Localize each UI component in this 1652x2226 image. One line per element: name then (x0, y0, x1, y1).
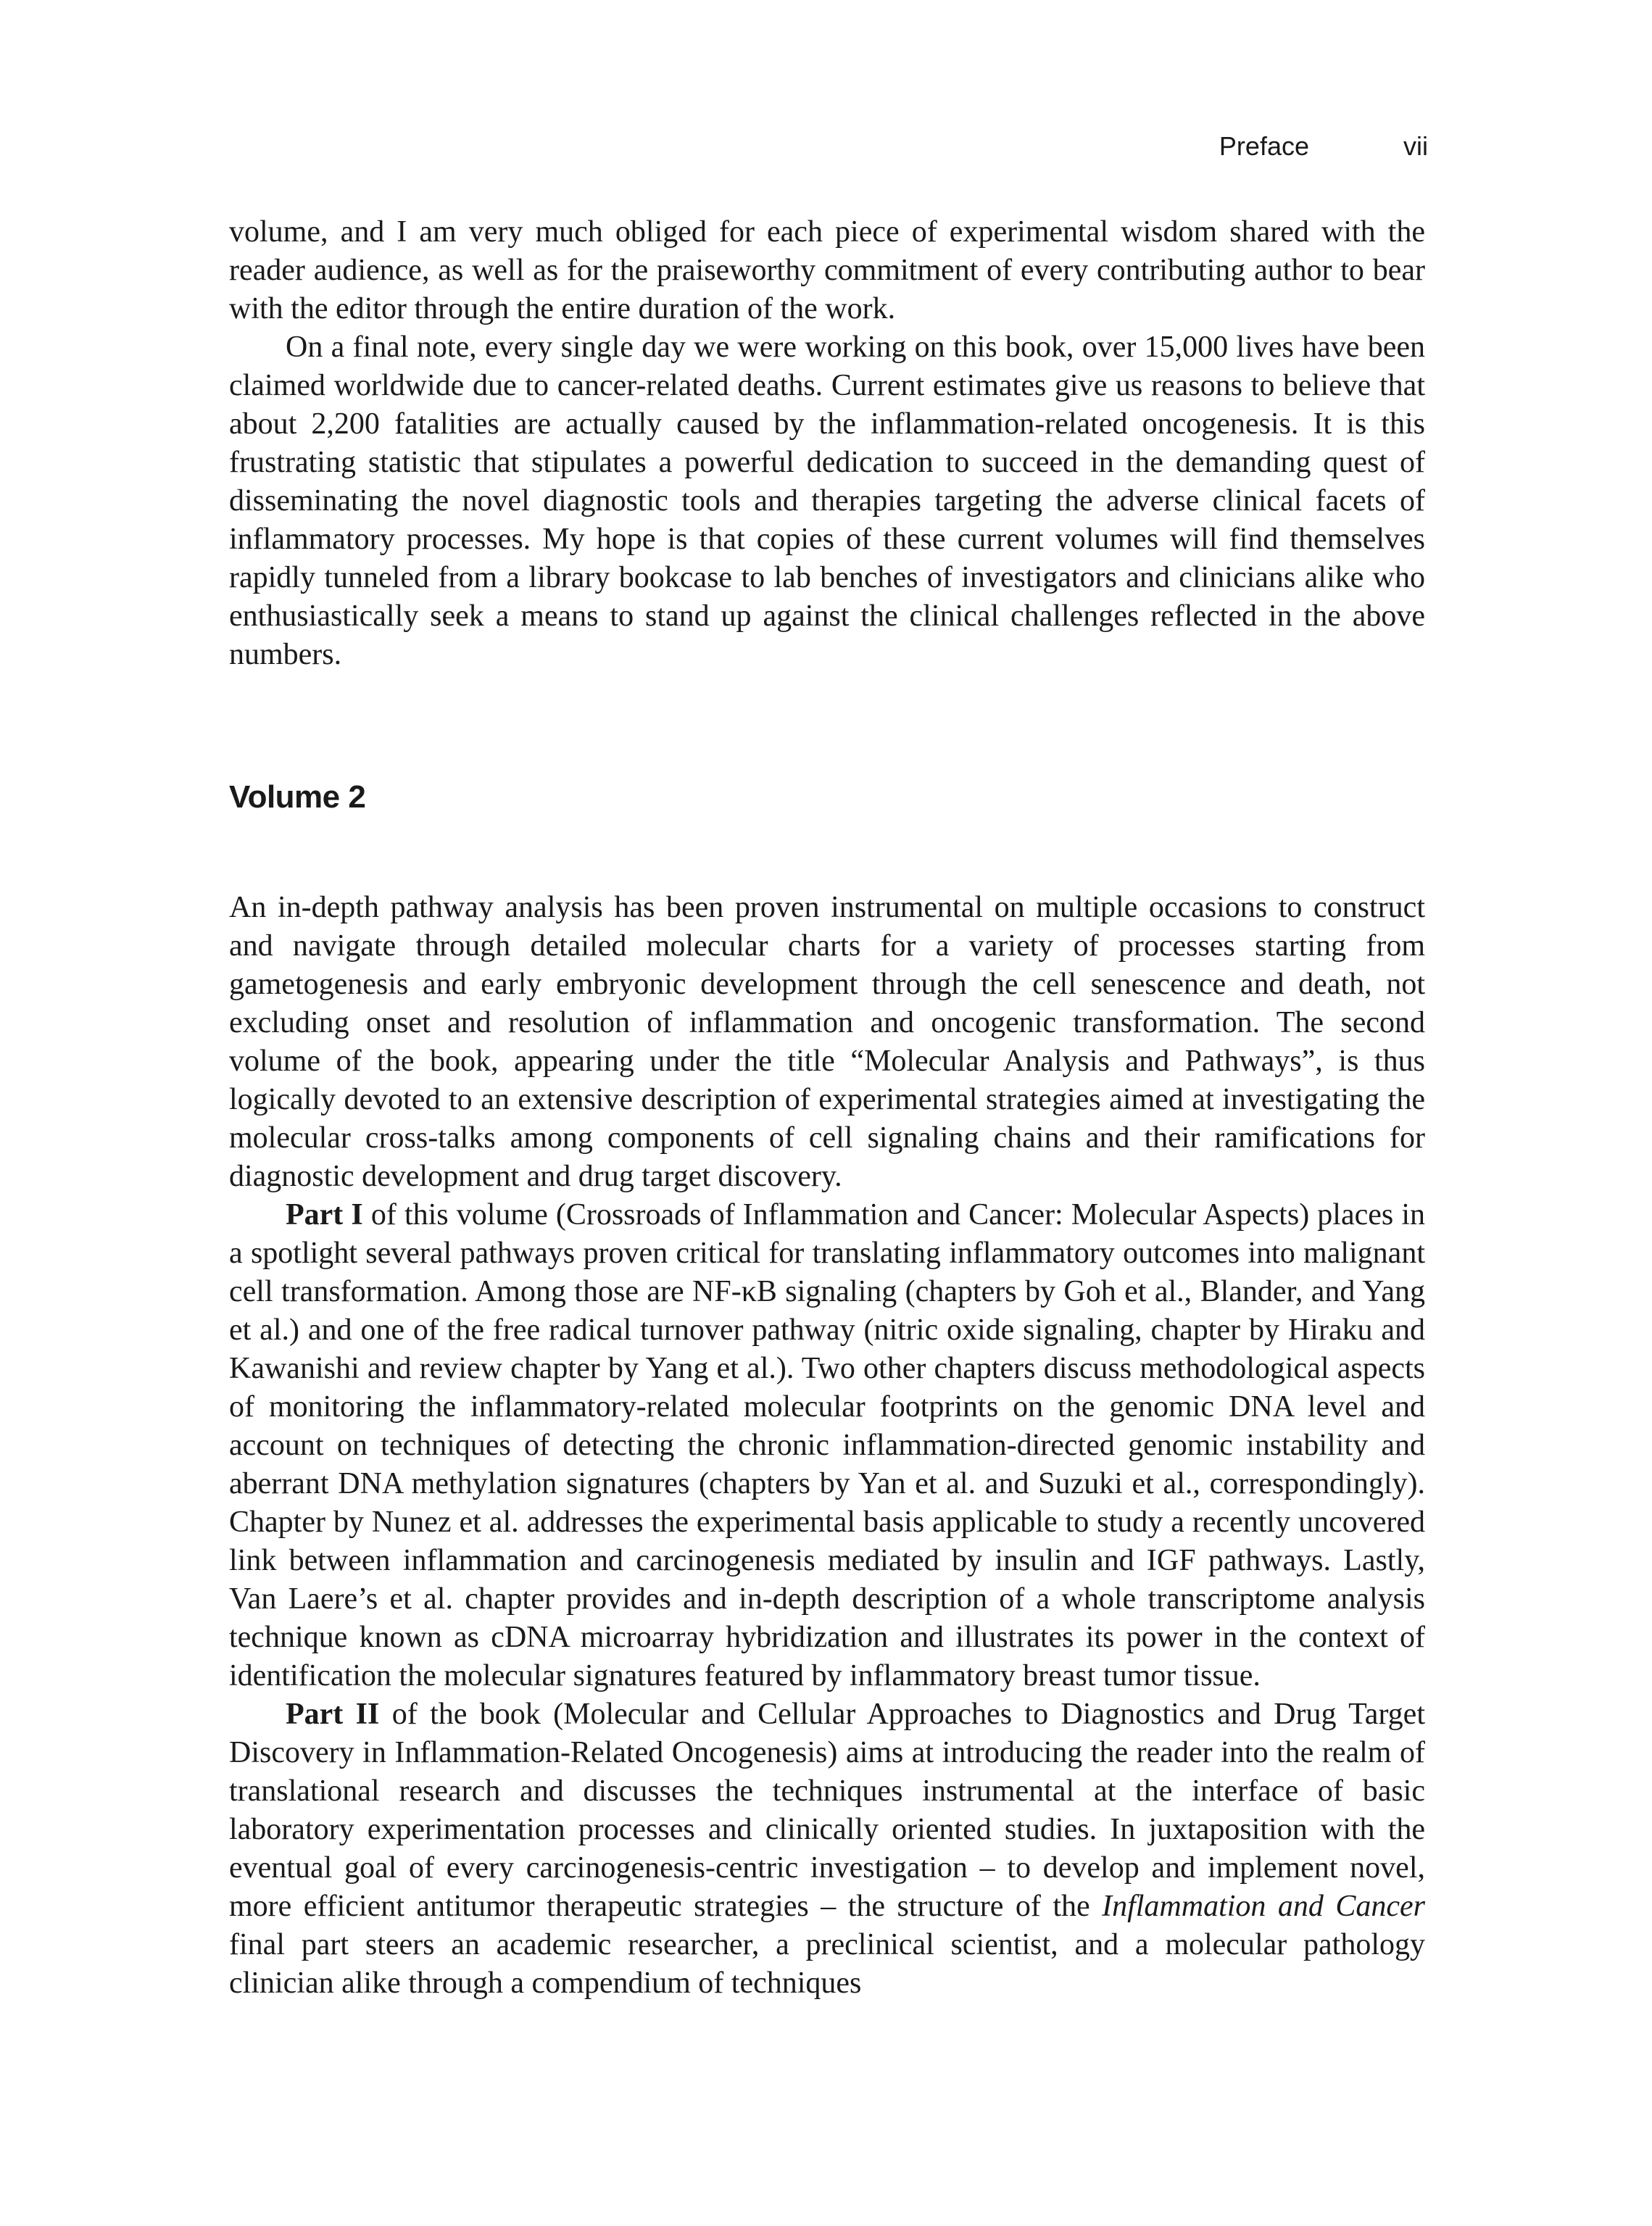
running-head-title: Preface (1219, 131, 1309, 161)
part-1-paragraph (229, 1196, 1425, 1695)
part-1-text: of this volume (Crossroads of Inflammation and Cancer: Molecular Aspects) places in a spotlight several pathways proven critical for translating inflammatory outcomes into malignant cell transformation. Among those are NF-κB signaling (chapters by Goh et al., Blander, and Yang et al.) and one of the free radical turnover pathway (nitric oxide signaling, chapter by Hiraku and Kawanishi and review chapter by Yang et al.). Two other chapters discuss methodological aspects of monitoring the inflammatory-related molecular footprints on the genomic DNA level and account on techniques of detecting the chronic inflammation-directed genomic instability and aberrant DNA methylation signatures (chapters by Yan et al. and Suzuki et al., correspondingly). Chapter by Nunez et al. addresses the experimental basis applicable to study a recently uncovered link between inflammation and carcinogenesis mediated by insulin and IGF pathways. Lastly, Van Laere’s et al. chapter provides and in-depth description of a whole transcriptome analysis technique known as cDNA microarray hybridization and illustrates its power in the context of identification the molecular signatures featured by inflammatory breast tumor tissue. (229, 1198, 1425, 1693)
intro-text-block (229, 213, 1425, 674)
part-2-label: Part II (286, 1698, 380, 1731)
book-title-italic: Inflammation and Cancer (1102, 1890, 1426, 1923)
section-heading-volume-2: Volume 2 (229, 779, 366, 815)
page-number: vii (1403, 131, 1428, 161)
volume-2-text-block (229, 889, 1425, 2003)
part-2-text-b: final part steers an academic researcher, a preclinical scientist, and a molecular pathology clinician alike through a compendium of techniques (229, 1928, 1425, 2000)
part-2-paragraph (229, 1695, 1425, 2003)
volume-2-intro-paragraph: An in-depth pathway analysis has been proven instrumental on multiple occasions to construct and navigate through detailed molecular charts for a variety of processes starting from gametogenesis and early embryonic development through the cell senescence and death, not excluding onset and resolution of inflammation and oncogenic transformation. The second volume of the book, appearing under the title “Molecular Analysis and Pathways”, is thus logically devoted to an extensive description of experimental strategies aimed at investigating the molecular cross-talks among components of cell signaling chains and their ramifications for diagnostic development and drug target discovery. (229, 891, 1425, 1193)
running-head (1131, 128, 1428, 165)
continued-paragraph: volume, and I am very much obliged for each piece of experimental wisdom shared with the reader audience, as well as for the praiseworthy commitment of every contributing author to bear with the editor through the entire duration of the work. (229, 215, 1425, 325)
final-note-paragraph: On a final note, every single day we were working on this book, over 15,000 lives have been claimed worldwide due to cancer-related deaths. Current estimates give us reasons to believe that about 2,200 fatalities are actually caused by the inflammation-related oncogenesis. It is this frustrating statistic that stipulates a powerful dedication to succeed in the demanding quest of disseminating the novel diagnostic tools and therapies targeting the adverse clinical facets of inflammatory processes. My hope is that copies of these current volumes will find themselves rapidly tunneled from a library bookcase to lab benches of investigators and clinicians alike who enthusiastically seek a means to stand up against the clinical challenges reflected in the above numbers. (229, 331, 1425, 671)
part-1-label: Part I (286, 1198, 363, 1232)
part-2-text-a: of the book (Molecular and Cellular Approaches to Diagnostics and Drug Target Discovery in Inflammation-Related Oncogenesis) aims at introducing the reader into the realm of translational research and discusses the techniques instrumental at the interface of basic laboratory experimentation processes and clinically oriented studies. In juxtaposition with the eventual goal of every carcinogenesis-centric investigation – to develop and implement novel, more efficient antitumor therapeutic strategies – the structure of the (229, 1698, 1425, 1923)
